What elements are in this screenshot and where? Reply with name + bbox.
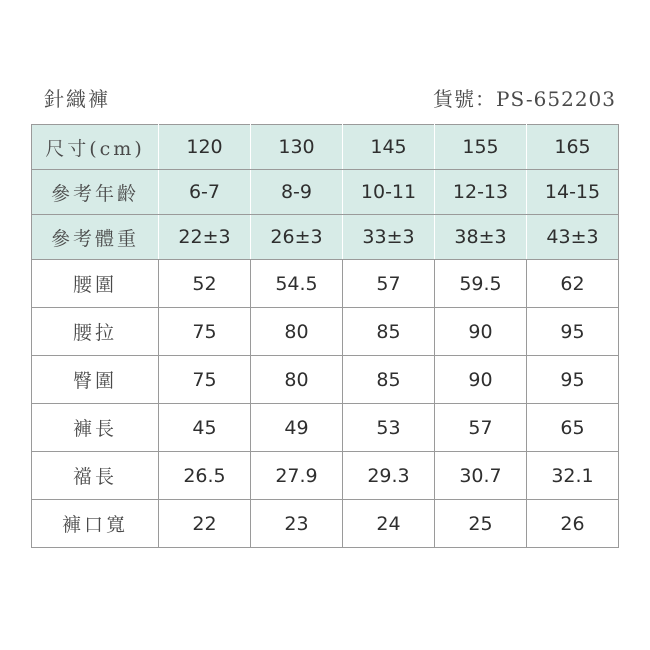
table-cell: 26.5 [159, 452, 251, 500]
table-cell: 23 [251, 500, 343, 548]
row-label: 參考體重 [32, 215, 159, 260]
table-cell: 120 [159, 125, 251, 170]
table-cell: 90 [435, 356, 527, 404]
table-cell: 22 [159, 500, 251, 548]
row-label: 襠長 [32, 452, 159, 500]
table-cell: 90 [435, 308, 527, 356]
table-cell: 130 [251, 125, 343, 170]
row-label: 褲口寬 [32, 500, 159, 548]
row-label: 腰圍 [32, 260, 159, 308]
table-cell: 8-9 [251, 170, 343, 215]
table-cell: 75 [159, 356, 251, 404]
size-chart-table [31, 124, 619, 548]
table-row [32, 170, 619, 215]
table-cell: 49 [251, 404, 343, 452]
table-cell: 59.5 [435, 260, 527, 308]
table-cell: 26 [527, 500, 619, 548]
table-cell: 155 [435, 125, 527, 170]
table-cell: 57 [435, 404, 527, 452]
table-cell: 29.3 [343, 452, 435, 500]
table-row [32, 260, 619, 308]
table-row [32, 404, 619, 452]
row-label: 參考年齡 [32, 170, 159, 215]
table-cell: 24 [343, 500, 435, 548]
table-cell: 26±3 [251, 215, 343, 260]
table-cell: 52 [159, 260, 251, 308]
product-code: 貨號：PS-652203 [433, 87, 616, 111]
size-chart-body [32, 125, 619, 548]
table-cell: 14-15 [527, 170, 619, 215]
table-cell: 54.5 [251, 260, 343, 308]
table-row [32, 308, 619, 356]
table-row [32, 356, 619, 404]
table-cell: 12-13 [435, 170, 527, 215]
table-cell: 25 [435, 500, 527, 548]
table-cell: 33±3 [343, 215, 435, 260]
table-cell: 80 [251, 356, 343, 404]
product-title: 針織褲 [44, 87, 110, 111]
table-cell: 53 [343, 404, 435, 452]
table-cell: 6-7 [159, 170, 251, 215]
document-header [44, 83, 616, 113]
table-cell: 75 [159, 308, 251, 356]
table-cell: 95 [527, 308, 619, 356]
table-row [32, 500, 619, 548]
table-cell: 22±3 [159, 215, 251, 260]
table-row [32, 452, 619, 500]
table-cell: 57 [343, 260, 435, 308]
row-label: 褲長 [32, 404, 159, 452]
table-cell: 43±3 [527, 215, 619, 260]
table-row [32, 215, 619, 260]
table-cell: 165 [527, 125, 619, 170]
row-label: 臀圍 [32, 356, 159, 404]
row-label: 尺寸(cm) [32, 125, 159, 170]
table-cell: 65 [527, 404, 619, 452]
table-cell: 85 [343, 308, 435, 356]
table-cell: 45 [159, 404, 251, 452]
table-cell: 32.1 [527, 452, 619, 500]
table-cell: 38±3 [435, 215, 527, 260]
table-cell: 10-11 [343, 170, 435, 215]
table-cell: 95 [527, 356, 619, 404]
table-cell: 27.9 [251, 452, 343, 500]
table-cell: 30.7 [435, 452, 527, 500]
table-cell: 62 [527, 260, 619, 308]
table-cell: 80 [251, 308, 343, 356]
table-cell: 145 [343, 125, 435, 170]
row-label: 腰拉 [32, 308, 159, 356]
table-row [32, 125, 619, 170]
table-cell: 85 [343, 356, 435, 404]
